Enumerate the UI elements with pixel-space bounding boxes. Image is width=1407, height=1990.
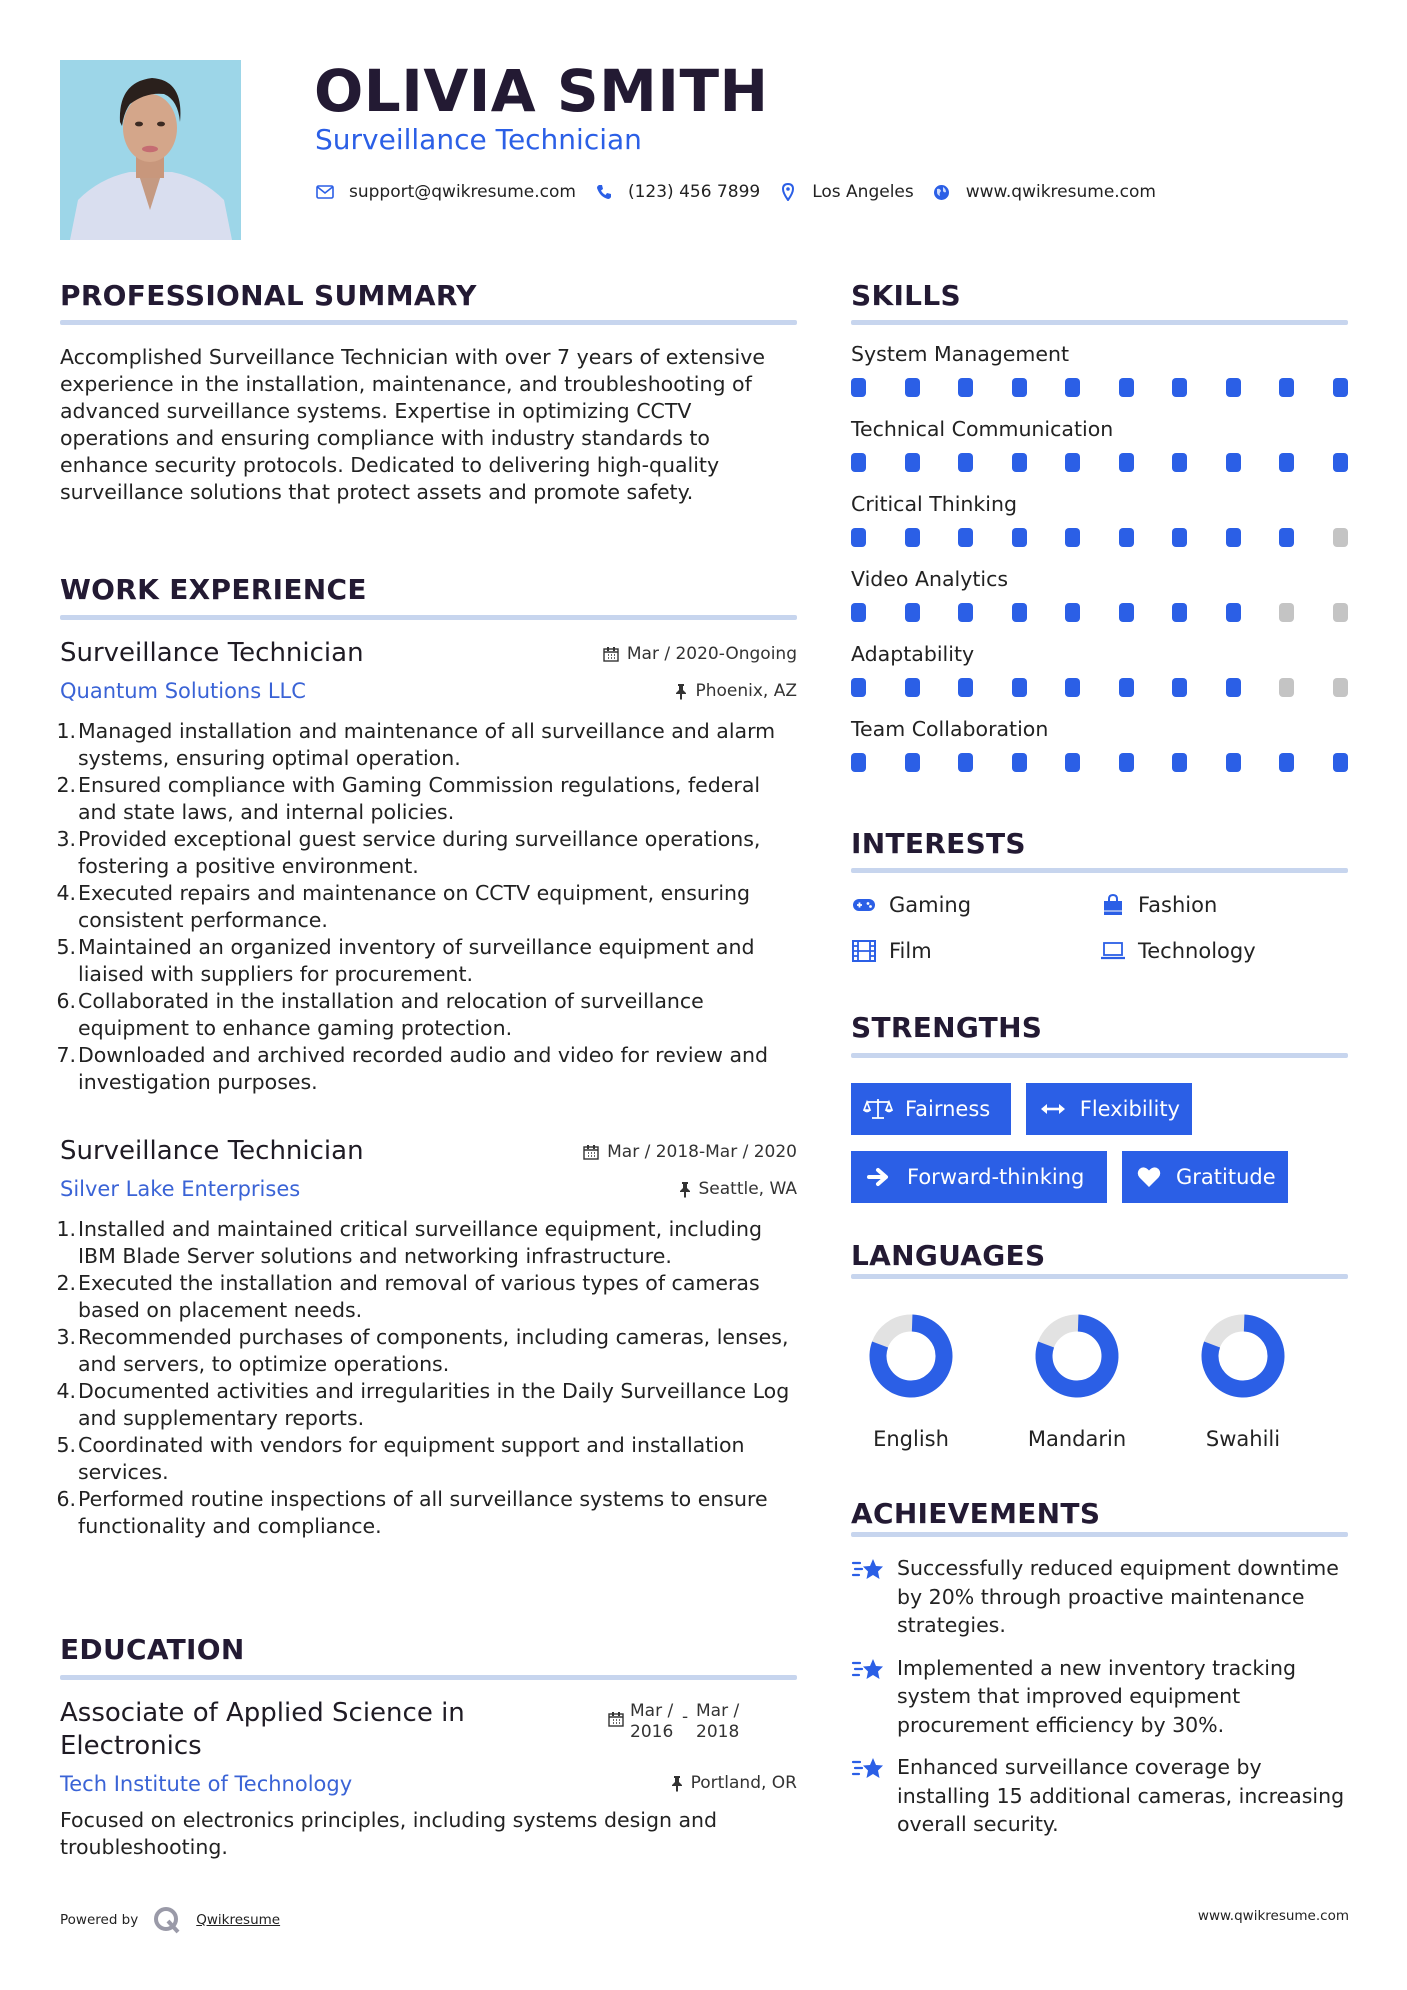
skill-item: Adaptability	[851, 640, 1348, 715]
pushpin-icon	[671, 1775, 683, 1792]
summary-text: Accomplished Surveillance Technician with over 7 years of extensive experience in the installation, maintenance, and troubleshooting of advanced surveillance systems. Expertise in optimizing CCTV operations and ensuring compliance with industry standards to enhance security protocols. Dedicated to delivering high-quality surveillance solutions that protect assets and promote safety.	[60, 345, 765, 504]
list-item: 1. Managed installation and maintenance of all surveillance and alarm systems, ensuring optimal operation.	[56, 719, 776, 770]
skill-item: Critical Thinking	[851, 490, 1348, 565]
summary-divider	[60, 320, 797, 325]
contact-phone[interactable]: (123) 456 7899	[594, 182, 760, 202]
job-title: Surveillance Technician	[60, 1136, 364, 1166]
calendar-icon	[583, 1144, 599, 1160]
arrow-right-icon	[863, 1163, 893, 1191]
strength-badge: Flexibility	[1026, 1083, 1192, 1135]
strengths-heading: STRENGTHS	[851, 1011, 1043, 1044]
globe-icon	[932, 182, 952, 202]
candidate-title: Surveillance Technician	[315, 123, 642, 156]
languages-heading: LANGUAGES	[851, 1239, 1046, 1272]
job-dates: Mar / 2020-Ongoing	[603, 644, 797, 664]
pushpin-icon	[675, 683, 687, 700]
shooting-star-icon	[851, 1654, 885, 1684]
summary-heading: PROFESSIONAL SUMMARY	[60, 279, 477, 312]
education-location: Portland, OR	[671, 1773, 797, 1793]
balance-scale-icon	[863, 1095, 893, 1123]
skill-item: Technical Communication	[851, 415, 1348, 490]
interest-item: Film	[851, 936, 932, 966]
achievements-list	[851, 1554, 1348, 1839]
skill-rating	[851, 678, 1348, 697]
skills-list	[851, 340, 1348, 790]
strengths-divider	[851, 1053, 1348, 1058]
job-entry	[56, 636, 797, 1096]
skill-item: Video Analytics	[851, 565, 1348, 640]
skill-item: Team Collaboration	[851, 715, 1348, 790]
skills-divider	[851, 320, 1348, 325]
language-donut-chart	[846, 1311, 976, 1401]
interests-divider	[851, 868, 1348, 873]
shooting-star-icon	[851, 1753, 885, 1783]
interest-item: Gaming	[851, 890, 971, 920]
arrows-horizontal-icon	[1038, 1095, 1068, 1123]
education-heading: EDUCATION	[60, 1633, 245, 1666]
list-item: 2. Ensured compliance with Gaming Commission regulations, federal and state laws, and internal policies.	[56, 773, 761, 824]
language-item: Mandarin	[1012, 1311, 1142, 1451]
list-item: 4. Executed repairs and maintenance on CCTV equipment, ensuring consistent performance.	[56, 881, 751, 932]
profile-photo	[60, 60, 241, 240]
company-name: Quantum Solutions LLC	[60, 679, 306, 703]
language-donut-chart	[1178, 1311, 1308, 1401]
school-name: Tech Institute of Technology	[60, 1772, 353, 1796]
language-item: Swahili	[1178, 1311, 1308, 1451]
skill-rating	[851, 528, 1348, 547]
candidate-name: OLIVIA SMITH	[314, 57, 769, 125]
qwikresume-link[interactable]: Qwikresume	[196, 1912, 281, 1928]
list-item: 5. Coordinated with vendors for equipment support and installation services.	[56, 1433, 745, 1484]
list-item: 3. Provided exceptional guest service during surveillance operations, fostering a positive environment.	[56, 827, 761, 878]
language-item: English	[846, 1311, 976, 1451]
calendar-icon	[608, 1711, 624, 1743]
phone-icon	[594, 182, 614, 202]
interests-heading: INTERESTS	[851, 827, 1026, 860]
experience-divider	[60, 615, 797, 620]
shopping-bag-icon	[1100, 892, 1126, 918]
skill-rating	[851, 603, 1348, 622]
achievement-item: Successfully reduced equipment downtime by 20% through proactive maintenance strategies.	[851, 1554, 1348, 1640]
heart-icon	[1134, 1163, 1164, 1191]
qwikresume-logo-icon	[152, 1905, 182, 1935]
list-item: 6. Performed routine inspections of all surveillance systems to ensure functionality and compliance.	[56, 1487, 768, 1538]
company-name: Silver Lake Enterprises	[60, 1177, 301, 1201]
contact-location: Los Angeles	[778, 182, 914, 202]
job-title: Surveillance Technician	[60, 638, 364, 668]
laptop-icon	[1100, 938, 1126, 964]
interest-item: Technology	[1100, 936, 1256, 966]
education-dates: Mar / 2016 - Mar / 2018	[608, 1701, 739, 1743]
education-entry	[60, 1697, 797, 1861]
footer-powered-by: Powered by Qwikresume	[60, 1905, 280, 1935]
list-item: 7. Downloaded and archived recorded audio and video for review and investigation purposes.	[56, 1043, 769, 1094]
strength-badge: Gratitude	[1122, 1151, 1288, 1203]
list-item: 4. Documented activities and irregularities in the Daily Surveillance Log and supplementary reports.	[56, 1379, 790, 1430]
list-item: 1. Installed and maintained critical surveillance equipment, including IBM Blade Server solutions and networking infrastructure.	[56, 1217, 762, 1268]
list-item: 5. Maintained an organized inventory of surveillance equipment and liaised with suppliers for procurement.	[56, 935, 755, 986]
achievements-heading: ACHIEVEMENTS	[851, 1497, 1101, 1530]
skill-item: System Management	[851, 340, 1348, 415]
list-item: 3. Recommended purchases of components, including cameras, lenses, and servers, to optimize operations.	[56, 1325, 789, 1376]
education-description: Focused on electronics principles, including systems design and troubleshooting.	[60, 1808, 718, 1859]
map-marker-icon	[778, 182, 798, 202]
strength-badge: Fairness	[851, 1083, 1011, 1135]
contact-email[interactable]: support@qwikresume.com	[315, 182, 576, 202]
job-dates: Mar / 2018-Mar / 2020	[583, 1142, 797, 1162]
job-entry	[56, 1134, 797, 1540]
envelope-icon	[315, 182, 335, 202]
contact-bar	[315, 178, 1174, 206]
film-icon	[851, 938, 877, 964]
pushpin-icon	[679, 1181, 691, 1198]
job-bullets	[56, 718, 797, 1096]
achievement-item: Enhanced surveillance coverage by installing 15 additional cameras, increasing overall security.	[851, 1753, 1348, 1839]
contact-website[interactable]: www.qwikresume.com	[932, 182, 1156, 202]
list-item: 6. Collaborated in the installation and relocation of surveillance equipment to enhance gaming protection.	[56, 989, 704, 1040]
gamepad-icon	[851, 892, 877, 918]
skill-rating	[851, 378, 1348, 397]
achievements-divider	[851, 1532, 1348, 1537]
strength-badge: Forward-thinking	[851, 1151, 1107, 1203]
language-donut-chart	[1012, 1311, 1142, 1401]
skills-heading: SKILLS	[851, 279, 961, 312]
job-location: Phoenix, AZ	[675, 681, 797, 701]
skill-rating	[851, 753, 1348, 772]
calendar-icon	[603, 646, 619, 662]
skill-rating	[851, 453, 1348, 472]
education-divider	[60, 1675, 797, 1680]
list-item: 2. Executed the installation and removal of various types of cameras based on placement needs.	[56, 1271, 760, 1322]
interest-item: Fashion	[1100, 890, 1217, 920]
job-location: Seattle, WA	[679, 1179, 798, 1199]
achievement-item: Implemented a new inventory tracking system that improved equipment procurement efficiency by 30%.	[851, 1654, 1348, 1740]
shooting-star-icon	[851, 1554, 885, 1584]
degree: Associate of Applied Science in Electronics	[60, 1698, 465, 1761]
footer-website[interactable]: www.qwikresume.com	[1197, 1908, 1349, 1924]
job-bullets	[56, 1216, 797, 1540]
experience-heading: WORK EXPERIENCE	[60, 573, 367, 606]
languages-divider	[851, 1274, 1348, 1279]
